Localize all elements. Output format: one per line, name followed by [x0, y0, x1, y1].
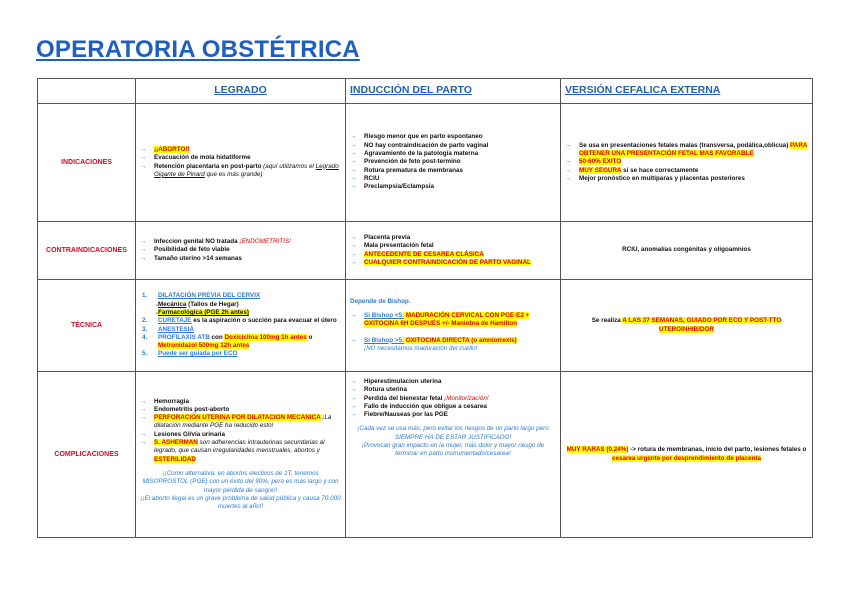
list-item: → Agravamiento de la patología materna [350, 150, 479, 158]
list-item: → ¡¡ABORTO!! [140, 145, 190, 153]
arrow-icon: → [350, 336, 357, 344]
list-item: → ANTECEDENTE DE CESAREA CLÁSICA [350, 250, 484, 258]
arrow-icon: → [565, 166, 572, 174]
list-item: → Riesgo menor que en parto espontaneo [350, 133, 483, 141]
arrow-icon: → [350, 250, 357, 258]
arrow-icon: → [140, 246, 147, 254]
arrow-icon: → [350, 386, 357, 394]
legrado-tecnica [136, 280, 346, 372]
induccion-contraindicaciones [346, 222, 561, 280]
list-item: → Hemorragia [140, 397, 189, 405]
col-header-legrado: LEGRADO [136, 79, 346, 104]
arrow-icon: → [350, 133, 357, 141]
row-header-tecnica: TÉCNICA [38, 280, 136, 372]
list-item: → Placenta previa [350, 233, 411, 241]
list-item: → CUALQUIER CONTRAINDICACIÓN DE PARTO VAGINAL [350, 258, 531, 266]
list-item: → NO hay contraindicación de parto vaginal [350, 141, 489, 149]
list-item: → 50-60% ÉXITO [565, 158, 622, 166]
arrow-icon: → [350, 394, 357, 402]
induccion-tecnica: Depende de Bishop. → Si Bishop <5: MADURACIÓN CERVICAL CON PGE-E2 + OXITOCINA 6H DESPUÉS +/- Maniobra de Hamilton → Si Bishop >5: OXITOCINA DIRECTA (o amniorrexis) ¡NO necesitamos maduración del cuello! [346, 280, 561, 372]
arrow-icon: → [350, 411, 357, 419]
row-header-complicaciones: COMPLICACIONES [38, 372, 136, 538]
row-tecnica [38, 280, 813, 372]
list-item: → Se usa en presentaciones fetales malas (transversa, podálica,oblicua) PARA OBTENER UNA PRESENTACIÓN FETAL MAS FAVORABLE [565, 141, 808, 158]
list-item: → MUY SEGURA si se hace correctamente [565, 166, 699, 174]
list-item: → Rotura prematura de membranas [350, 166, 464, 174]
arrow-icon: → [350, 242, 357, 250]
arrow-icon: → [350, 233, 357, 241]
list-item: → Perdida del bienestar fetal ¡Monitorización! [350, 394, 489, 402]
version-indicaciones [561, 104, 813, 222]
list-item: → Si Bishop >5: OXITOCINA DIRECTA (o amniorrexis) ¡NO necesitamos maduración del cuello! [350, 336, 517, 352]
note: ¡Cada vez se usa más, pero evitar los riesgos de un parto largo pero SIEMPRE HA DE ESTAR JUSTIFICADO! [357, 425, 549, 441]
list-item: → Endometritis post-aborto [140, 405, 230, 413]
list-item: 5. Puede ser guiada por ECO [142, 350, 238, 358]
list-item: 1. DILATACIÓN PREVIA DEL CERVIX [142, 292, 261, 300]
arrow-icon: → [140, 439, 147, 447]
row-indicaciones [38, 104, 813, 222]
list-item: → Retención placentaria en post-parto (aquí utilizamos el Legrado Gigante de Pinard que es más grande) [140, 162, 339, 178]
list-item: → S. ASHERMAN son adherencias intrauterinas secundarias al legrado, que causan irregularidades menstruales, abortos y ESTERILIDAD [140, 439, 325, 463]
list-item: → Tamaño uterino >14 semanas [140, 254, 242, 262]
version-complicaciones: MUY RARAS (0.24%) -> rotura de membranas, inicio del parto, lesiones fetales o cesarea urgente por desprendimiento de placenta [561, 372, 813, 538]
list-item: → Rotura uterina [350, 386, 408, 394]
note: ¡¡El aborto ilegal es un grave problema de salud pública y causa 70.000 muertes al año!! [140, 494, 341, 511]
list-item: → Preclampsia/Eclampsia [350, 183, 435, 191]
list-item: → Hiperestimulacion uterina [350, 378, 442, 385]
legrado-contraindicaciones [136, 222, 346, 280]
arrow-icon: → [565, 141, 572, 149]
note: ¡Provocan gran impacto en la mujer, más dolor y mayor riesgo de terminar en parto instrumentado/cesarea! [361, 442, 545, 458]
col-header-induccion: INDUCCIÓN DEL PARTO [346, 79, 561, 104]
arrow-icon: → [565, 174, 572, 182]
row-complicaciones [38, 372, 813, 538]
arrow-icon: → [140, 405, 147, 413]
list-item: ⌄ Mecánica (Tallos de Hegar) [154, 300, 239, 308]
page-title: OPERATORIA OBSTÉTRICA [36, 36, 360, 63]
arrow-icon: → [350, 402, 357, 410]
version-contraindicaciones: RCIU, anomalías congénitas y oligoamnios [561, 222, 813, 280]
arrow-icon: → [140, 162, 147, 170]
arrow-icon: → [140, 430, 147, 438]
induccion-complicaciones [346, 372, 561, 538]
arrow-icon: → [350, 150, 357, 158]
induccion-indicaciones [346, 104, 561, 222]
note: ¡¡Como alternativa, en abortos electivos de 1T, tenemos MISOPROSTOL (PGE) con un éxito del 90%, pero es más largo y con mayor pérdida de sangre!! [142, 469, 339, 494]
list-item: 3. ANESTESIA [142, 325, 195, 333]
list-item: → PERFORACIÓN UTERINA POR DILATACION MECANICA ¡La dilatación mediante PGE ha reducido esto! [140, 414, 332, 430]
list-item: 4. PROFILAXIS ATB con Doxiciclina 100mg 1h antes o Metronidazol 500mg 12h antes [142, 333, 313, 350]
list-item: → Infeccion genital NO tratada ¡ENDOMETRITIS! [140, 238, 291, 246]
arrow-icon: → [350, 378, 357, 385]
arrow-icon: → [140, 238, 147, 246]
list-item: ⌄ Farmacológica (PGE 2h antes) [154, 308, 249, 316]
list-item: → Posibilidad de feto viable [140, 246, 230, 254]
legrado-complicaciones [136, 372, 346, 538]
row-header-indicaciones: INDICACIONES [38, 104, 136, 222]
col-header-version: VERSIÓN CEFALICA EXTERNA [561, 79, 813, 104]
arrow-icon: → [140, 254, 147, 262]
version-tecnica: Se realiza A LAS 37 SEMANAS, GUIADO POR ECO Y POST-TTO UTEROINHIBIDOR [561, 280, 813, 372]
arrow-icon: → [350, 258, 357, 266]
arrow-icon: → [350, 141, 357, 149]
arrow-icon: → [140, 145, 147, 153]
list-item: → Evacuación de mola hidatiforme [140, 154, 251, 162]
chevron-down-icon: ⌄ [154, 300, 160, 308]
corner-cell [38, 79, 136, 104]
list-item: → Fiebre/Nauseas por las PGE [350, 411, 448, 419]
list-item: → Mejor pronóstico en multíparas y placentas posteriores [565, 174, 745, 182]
arrow-icon: → [350, 158, 357, 166]
list-item: → Si Bishop <5: MADURACIÓN CERVICAL CON PGE-E2 + OXITOCINA 6H DESPUÉS +/- Maniobra de Hamilton [350, 312, 530, 328]
header-row [38, 79, 813, 104]
arrow-icon: → [350, 166, 357, 174]
arrow-icon: → [140, 414, 147, 422]
list-item: → Lesiones GI/vía urinaria [140, 430, 226, 438]
row-contraindicaciones [38, 222, 813, 280]
list-item: → Prevención de feto post-termino [350, 158, 461, 166]
arrow-icon: → [350, 312, 357, 320]
arrow-icon: → [350, 174, 357, 182]
arrow-icon: → [140, 397, 147, 405]
comparison-table [37, 78, 813, 538]
arrow-icon: → [350, 183, 357, 191]
list-item: → Fallo de inducción que obligue a cesarea [350, 402, 487, 410]
list-item: → Mala presentación fetal [350, 242, 434, 250]
arrow-icon: → [140, 154, 147, 162]
row-header-contraindicaciones: CONTRAINDICACIONES [38, 222, 136, 280]
legrado-indicaciones [136, 104, 346, 222]
chevron-down-icon: ⌄ [154, 308, 160, 316]
arrow-icon: → [565, 158, 572, 166]
list-item: → RCIU [350, 174, 380, 182]
list-item: 2. CURETAJE es la aspiración o succión para evacuar el útero [142, 317, 337, 325]
